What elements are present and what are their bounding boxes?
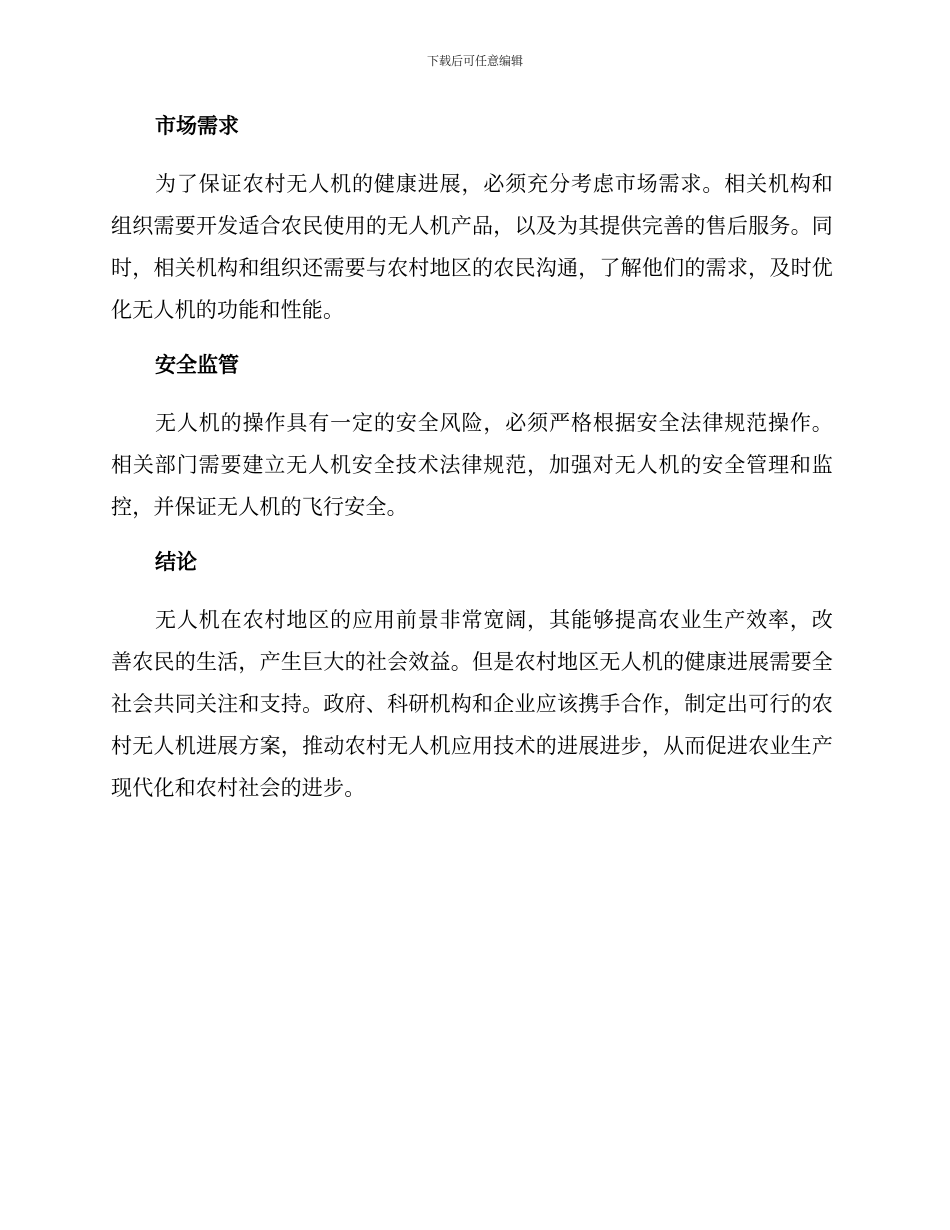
section-conclusion	[111, 542, 833, 809]
section-heading: 结论	[155, 550, 197, 574]
section-paragraph: 为了保证农村无人机的健康进展，必须充分考虑市场需求。相关机构和组织需要开发适合农民使用的无人机产品，以及为其提供完善的售后服务。同时，相关机构和组织还需要与农村地区的农民沟通，了解他们的需求，及时优化无人机的功能和性能。	[111, 172, 833, 322]
header-note: 下载后可任意编辑	[426, 54, 523, 68]
section-heading: 市场需求	[155, 114, 239, 138]
document-body	[111, 106, 833, 823]
section-market-demand	[111, 106, 833, 331]
section-paragraph: 无人机的操作具有一定的安全风险，必须严格根据安全法律规范操作。相关部门需要建立无人机安全技术法律规范，加强对无人机的安全管理和监控，并保证无人机的飞行安全。	[111, 411, 833, 519]
section-safety-regulation	[111, 345, 833, 528]
section-paragraph: 无人机在农村地区的应用前景非常宽阔，其能够提高农业生产效率，改善农民的生活，产生巨大的社会效益。但是农村地区无人机的健康进展需要全社会共同关注和支持。政府、科研机构和企业应该携手合作，制定出可行的农村无人机进展方案，推动农村无人机应用技术的进展进步，从而促进农业生产现代化和农村社会的进步。	[111, 608, 833, 800]
section-heading: 安全监管	[155, 353, 239, 377]
